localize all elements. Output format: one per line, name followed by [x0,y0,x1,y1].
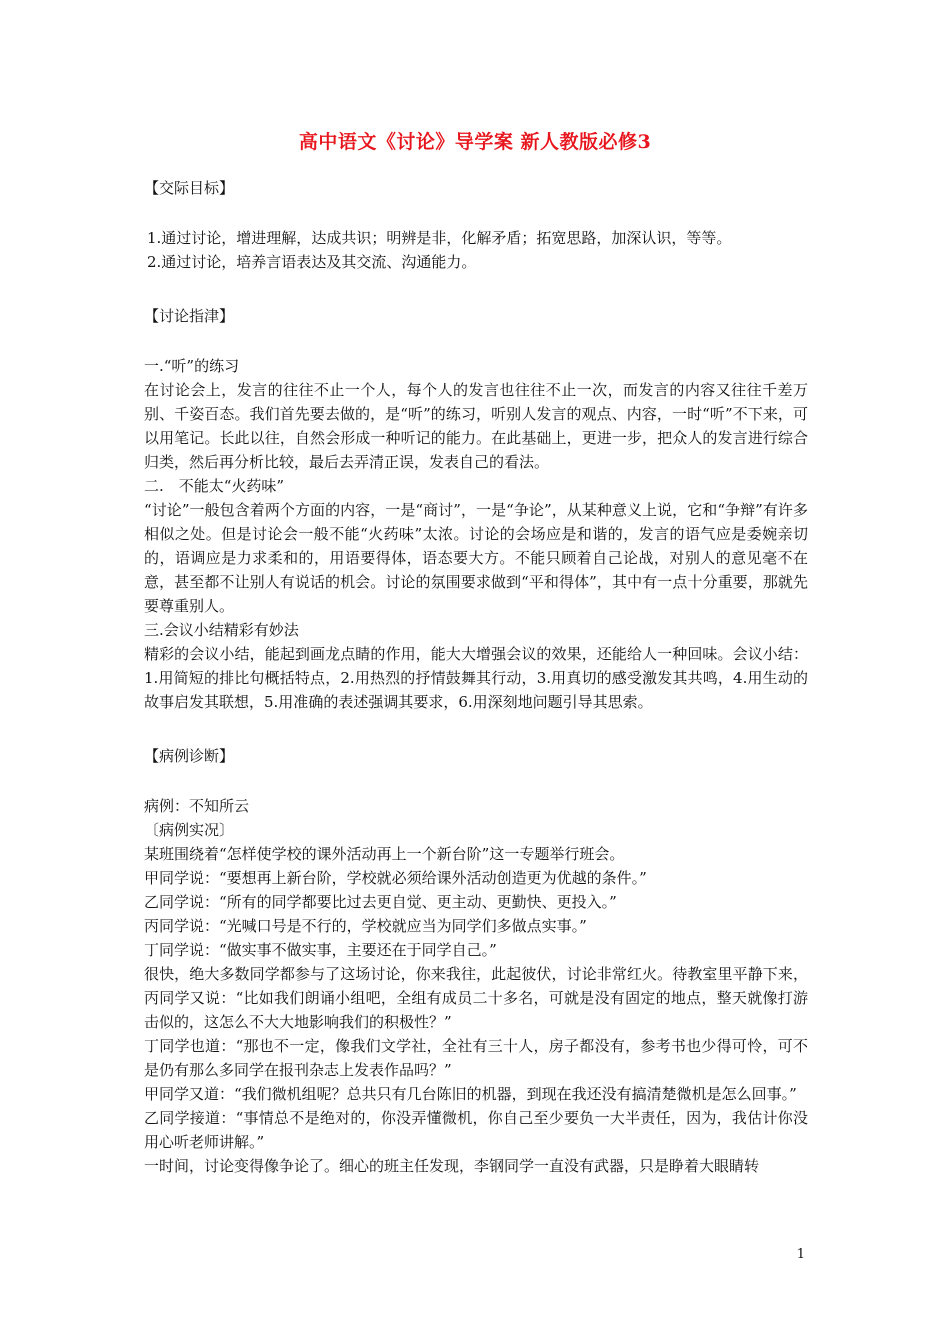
case-line-3: 乙同学说：“所有的同学都要比过去更自觉、更主动、更勤快、更投入。” [144,893,617,911]
section-heading-goals: 【交际目标】 [144,179,235,197]
case-paragraph-d: 乙同学接道：“事情总不是绝对的，你没弄懂微机，你自己至少要负一大半责任，因为，我估计你没用心听老师讲解。” [144,1109,808,1151]
goal-item-2: 2.通过讨论，培养言语表达及其交流、沟通能力。 [147,253,477,271]
document-body [144,176,808,1178]
section-heading-guide: 【讨论指津】 [144,307,235,325]
case-line-4: 丙同学说：“光喊口号是不行的，学校就应当为同学们多做点实事。” [144,917,587,935]
case-line-2: 甲同学说：“要想再上新台阶，学校就必须给课外活动创造更为优越的条件。” [144,869,647,887]
guide-subheading-1: 一.“听”的练习 [144,357,240,375]
section-heading-cases: 【病例诊断】 [144,747,235,765]
guide-paragraph-2: “讨论”一般包含着两个方面的内容，一是“商讨”，一是“争论”，从某种意义上说，它和“争辩”有许多相似之处。但是讨论会一般不能“火药味”太浓。讨论的会场应是和谐的，发言的语气应是委婉亲切的，语调应是力求柔和的，用语要得体，语态要大方。不能只顾着自己论战，对别人的意见毫不在意，甚至都不让别人有说话的机会。讨论的氛围要求做到“平和得体”，其中有一点十分重要，那就先要尊重别人。 [144,501,808,615]
case-paragraph-b: 丁同学也道：“那也不一定，像我们文学社，全社有三十人，房子都没有，参考书也少得可怜，可不是仍有那么多同学在报刊杂志上发表作品吗？” [144,1037,808,1079]
page-number: 1 [796,1247,805,1262]
case-paragraph-e: 一时间，讨论变得像争论了。细心的班主任发现，李钢同学一直没有武器，只是睁着大眼睛转 [144,1157,760,1175]
document-title: 高中语文《讨论》导学案 新人教版必修3 [298,131,652,153]
case-paragraph-a: 很快，绝大多数同学都参与了这场讨论，你来我往，此起彼伏，讨论非常红火。待教室里平静下来，丙同学又说：“比如我们朗诵小组吧，全组有成员二十多名，可就是没有固定的地点，整天就像打游击似的，这怎么不大大地影响我们的积极性？” [144,965,808,1031]
guide-paragraph-1: 在讨论会上，发言的往往不止一个人，每个人的发言也往往不止一次，而发言的内容又往往千差万别、千姿百态。我们首先要去做的，是“听”的练习，听别人发言的观点、内容，一时“听”不下来，可以用笔记。长此以往，自然会形成一种听记的能力。在此基础上，更进一步，把众人的发言进行综合归类，然后再分析比较，最后去弄清正误，发表自己的看法。 [144,381,808,471]
guide-subheading-3: 三.会议小结精彩有妙法 [144,621,299,639]
case-line-5: 丁同学说：“做实事不做实事，主要还在于同学自己。” [144,941,497,959]
guide-subheading-2: 二. 不能太“火药味” [144,477,285,495]
case-paragraph-c: 甲同学又道：“我们微机组呢？总共只有几台陈旧的机器，到现在我还没有搞清楚微机是怎么回事。” [144,1085,797,1103]
case-title: 病例：不知所云 [144,797,250,815]
guide-paragraph-3: 精彩的会议小结，能起到画龙点睛的作用，能大大增强会议的效果，还能给人一种回味。会议小结：1.用简短的排比句概括特点，2.用热烈的抒情鼓舞其行动，3.用真切的感受激发其共鸣，4.用生动的故事启发其联想，5.用准确的表述强调其要求，6.用深刻地问题引导其思索。 [144,645,808,711]
case-line-1: 某班围绕着“怎样使学校的课外活动再上一个新台阶”这一专题举行班会。 [144,845,625,863]
case-subheading: 〔病例实况〕 [144,821,235,839]
goal-item-1: 1.通过讨论，增进理解，达成共识；明辨是非，化解矛盾；拓宽思路，加深认识，等等。 [147,229,732,247]
